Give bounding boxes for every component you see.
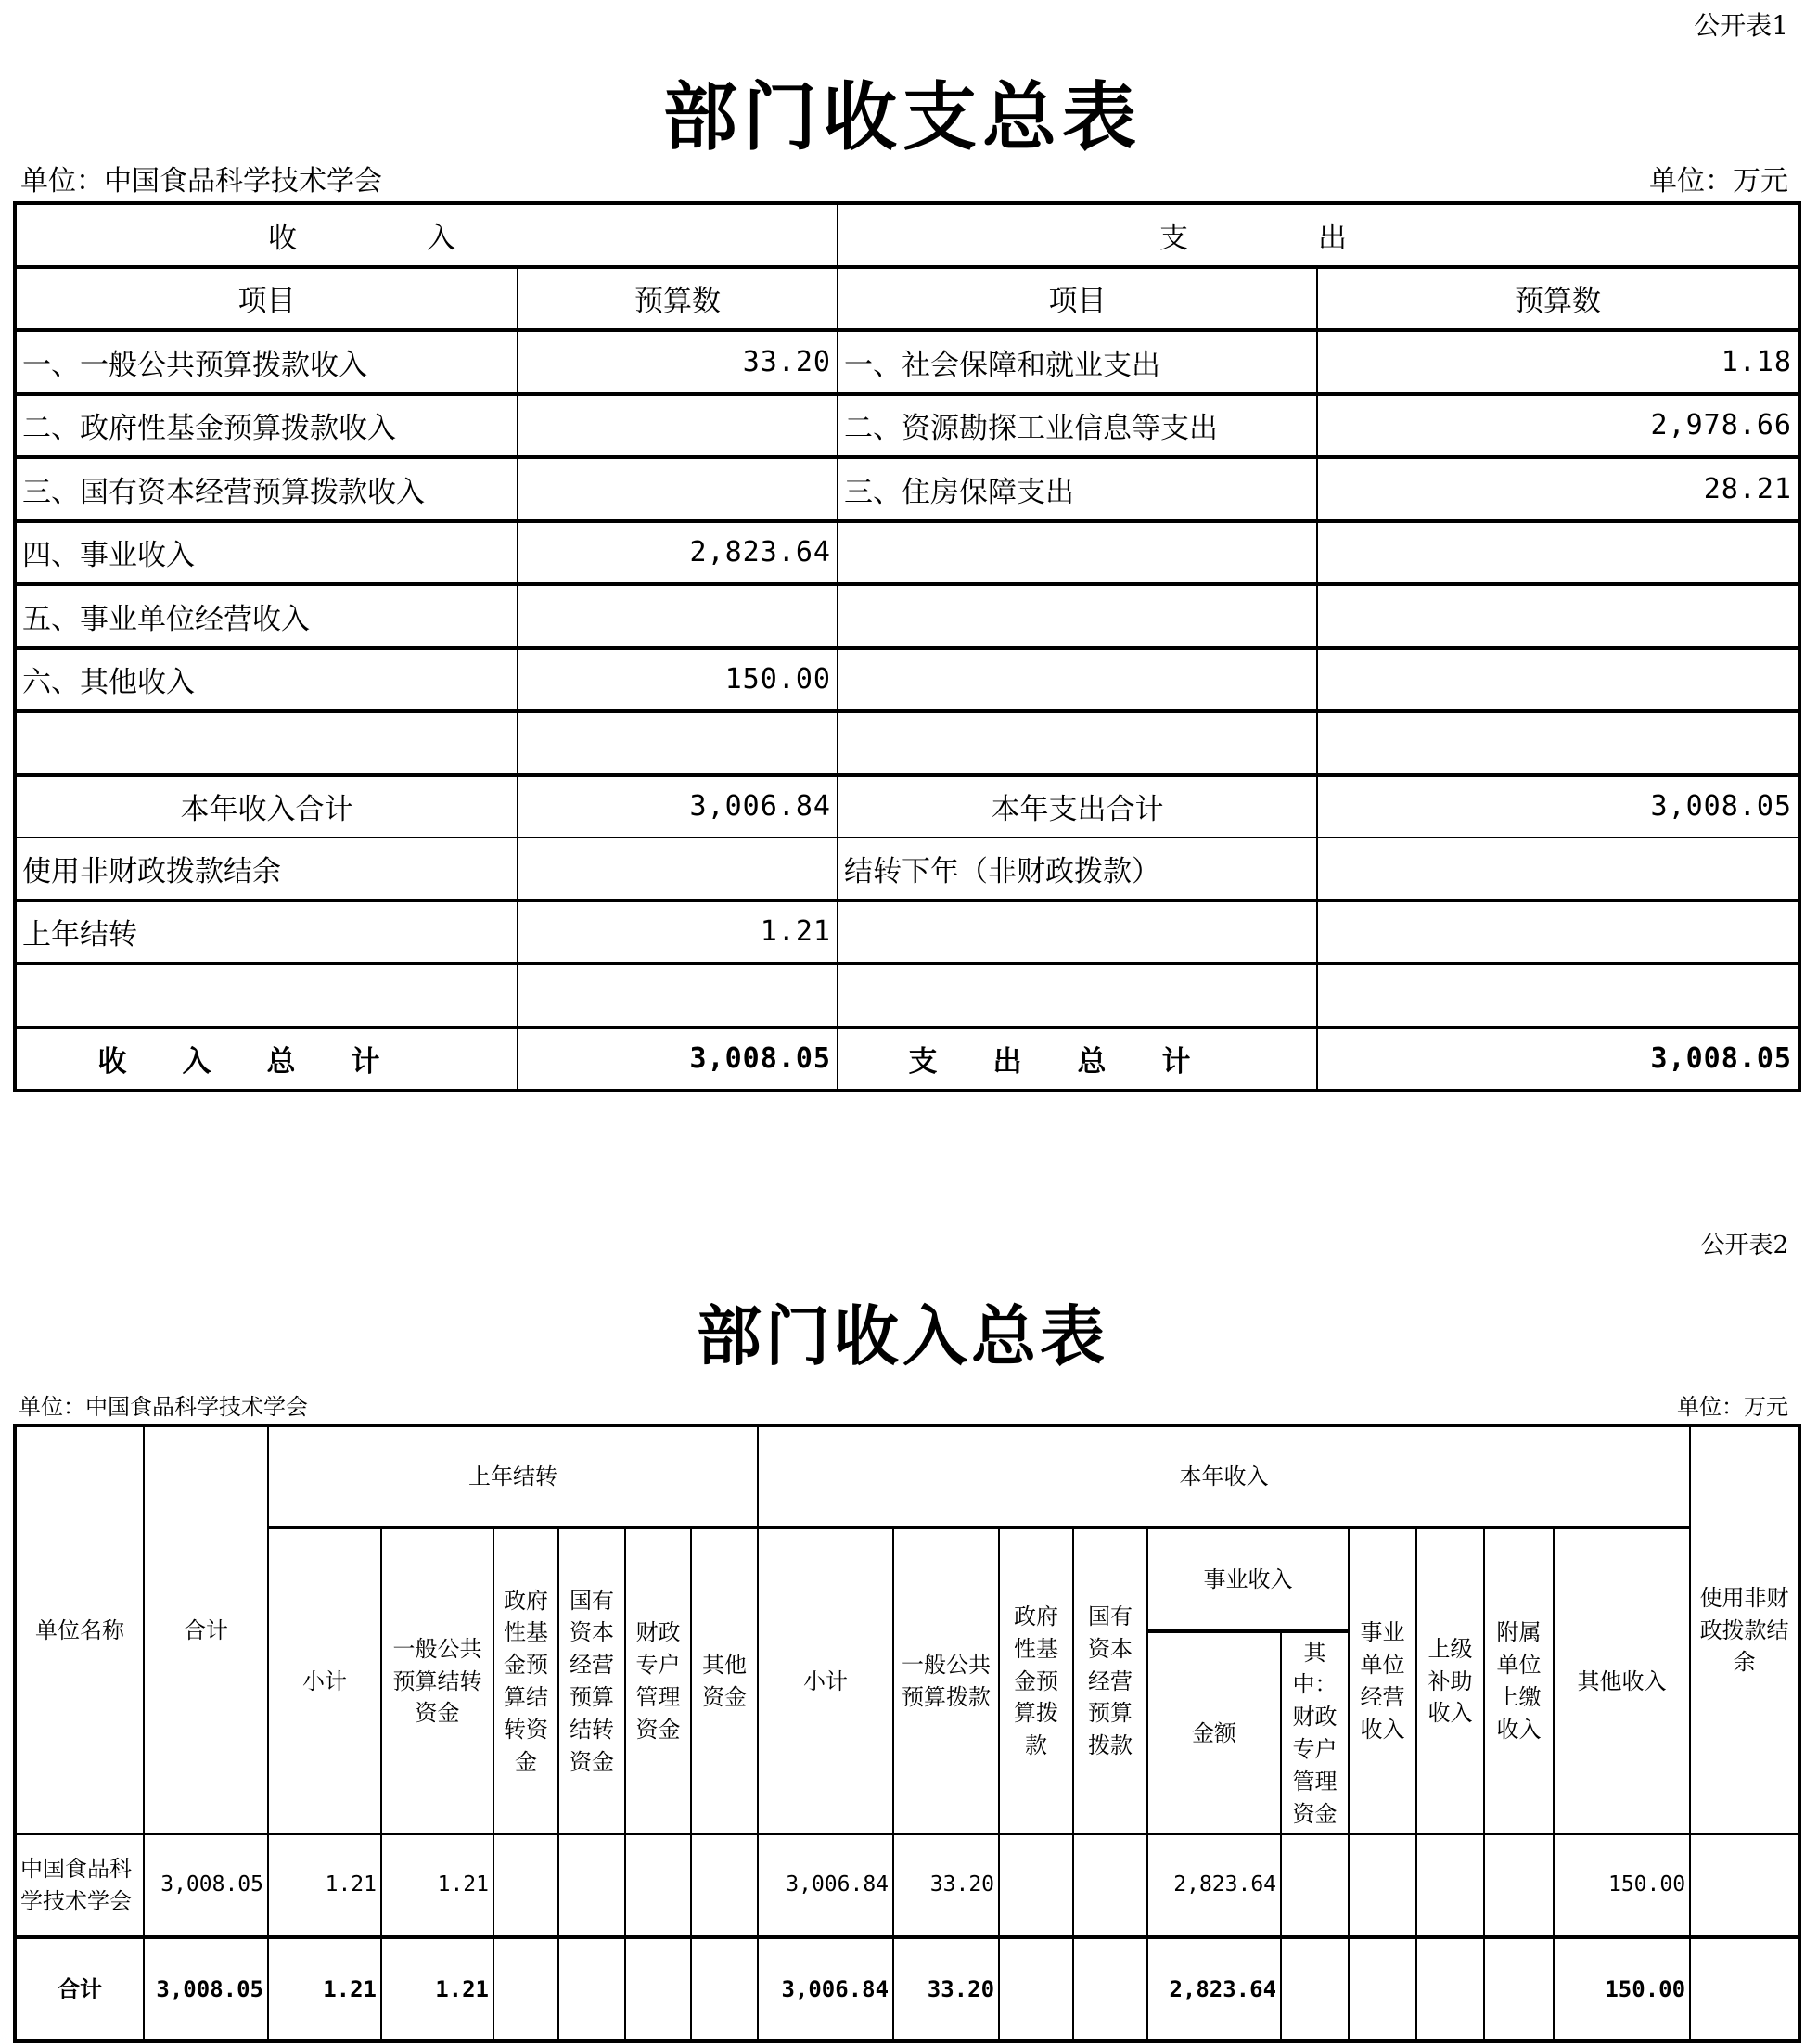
cur-state-capital-cell xyxy=(1073,1834,1147,1937)
cur-subtotal-header: 小计 xyxy=(758,1527,893,1834)
year-expense-total-label: 本年支出合计 xyxy=(838,775,1317,838)
table2-tag: 公开表2 xyxy=(1700,1232,1788,1259)
business-income-cell xyxy=(1349,1834,1416,1937)
expense-value xyxy=(1317,648,1799,712)
total-header: 合计 xyxy=(144,1425,268,1834)
career-special-cell xyxy=(1281,1937,1349,2041)
table2-title: 部门收入总表 xyxy=(697,1298,1108,1374)
table1-section-header-row xyxy=(15,203,1799,267)
income-value xyxy=(518,964,838,1028)
income-section-header: 收入 xyxy=(15,203,838,267)
expense-label xyxy=(838,964,1317,1028)
business-income-header: 事业单位经营收入 xyxy=(1349,1527,1416,1834)
cur-gov-fund-header: 政府性基金预算拨款 xyxy=(999,1527,1073,1834)
department-income-summary-table xyxy=(13,1424,1801,2043)
cur-gov-fund-cell xyxy=(999,1834,1073,1937)
year-income-total-value: 3,006.84 xyxy=(518,775,838,838)
prev-gov-fund-cell xyxy=(493,1834,558,1937)
table-row xyxy=(15,964,1799,1028)
table-row xyxy=(15,457,1799,521)
expense-label xyxy=(838,648,1317,712)
prev-general-cell: 1.21 xyxy=(381,1937,493,2041)
table2-unit-org: 单位：中国食品科学技术学会 xyxy=(19,1394,308,1420)
affiliated-payment-cell xyxy=(1484,1834,1554,1937)
superior-subsidy-header: 上级补助收入 xyxy=(1416,1527,1484,1834)
income-label: 使用非财政拨款结余 xyxy=(15,837,518,901)
income-value: 1.21 xyxy=(518,901,838,965)
total-row-label: 合计 xyxy=(15,1937,144,2041)
prev-special-account-cell xyxy=(625,1937,691,2041)
table2-unit-currency: 单位：万元 xyxy=(1677,1394,1788,1420)
cur-subtotal-cell: 3,006.84 xyxy=(758,1834,893,1937)
table-row xyxy=(15,837,1799,901)
unit-name-header: 单位名称 xyxy=(15,1425,144,1834)
income-value: 33.20 xyxy=(518,330,838,394)
prev-special-account-cell xyxy=(625,1834,691,1937)
business-income-cell xyxy=(1349,1937,1416,2041)
year-expense-total-value: 3,008.05 xyxy=(1317,775,1799,838)
prev-other-header: 其他资金 xyxy=(691,1527,758,1834)
table-row xyxy=(15,1834,1799,1937)
table-row xyxy=(15,584,1799,648)
income-value xyxy=(518,394,838,458)
cur-general-header: 一般公共预算拨款 xyxy=(893,1527,999,1834)
expense-value xyxy=(1317,584,1799,648)
prev-state-capital-header: 国有资本经营预算结转资金 xyxy=(558,1527,625,1834)
income-label: 上年结转 xyxy=(15,901,518,965)
non-fiscal-balance-cell xyxy=(1690,1834,1799,1937)
prev-state-capital-cell xyxy=(558,1937,625,2041)
superior-subsidy-cell xyxy=(1416,1834,1484,1937)
prev-special-account-header: 财政专户管理资金 xyxy=(625,1527,691,1834)
expense-label xyxy=(838,901,1317,965)
other-income-cell: 150.00 xyxy=(1554,1937,1690,2041)
prev-carryover-header: 上年结转 xyxy=(268,1425,758,1527)
career-amount-header: 金额 xyxy=(1147,1631,1281,1834)
table1-tag: 公开表1 xyxy=(1694,10,1788,41)
other-income-cell: 150.00 xyxy=(1554,1834,1690,1937)
table-row xyxy=(15,648,1799,712)
table-row xyxy=(15,394,1799,458)
year-income-total-label: 本年收入合计 xyxy=(15,775,518,838)
grand-total-row xyxy=(15,1028,1799,1092)
table1-column-header-row xyxy=(15,267,1799,331)
income-label: 五、事业单位经营收入 xyxy=(15,584,518,648)
superior-subsidy-cell xyxy=(1416,1937,1484,2041)
table2-header-row-2 xyxy=(15,1527,1799,1631)
prev-other-cell xyxy=(691,1834,758,1937)
cur-state-capital-header: 国有资本经营预算拨款 xyxy=(1073,1527,1147,1834)
income-label: 二、政府性基金预算拨款收入 xyxy=(15,394,518,458)
affiliated-payment-cell xyxy=(1484,1937,1554,2041)
income-label xyxy=(15,711,518,775)
expense-label: 一、社会保障和就业支出 xyxy=(838,330,1317,394)
expense-section-header: 支出 xyxy=(838,203,1799,267)
career-income-header: 事业收入 xyxy=(1147,1527,1349,1631)
unit-name-cell: 中国食品科学技术学会 xyxy=(15,1834,144,1937)
expense-label xyxy=(838,711,1317,775)
total-cell: 3,008.05 xyxy=(144,1937,268,2041)
income-label: 一、一般公共预算拨款收入 xyxy=(15,330,518,394)
grand-expense-label: 支出总计 xyxy=(838,1028,1317,1092)
income-budget-header: 预算数 xyxy=(518,267,838,331)
income-value: 150.00 xyxy=(518,648,838,712)
career-special-header: 其中：财政专户管理资金 xyxy=(1281,1631,1349,1834)
income-label: 四、事业收入 xyxy=(15,521,518,585)
income-value xyxy=(518,711,838,775)
expense-label xyxy=(838,521,1317,585)
non-fiscal-balance-header: 使用非财政拨款结余 xyxy=(1690,1425,1799,1834)
expense-label: 二、资源勘探工业信息等支出 xyxy=(838,394,1317,458)
grand-expense-value: 3,008.05 xyxy=(1317,1028,1799,1092)
expense-value: 2,978.66 xyxy=(1317,394,1799,458)
total-row xyxy=(15,1937,1799,2041)
grand-income-label: 收入总计 xyxy=(15,1028,518,1092)
expense-value xyxy=(1317,901,1799,965)
income-item-header: 项目 xyxy=(15,267,518,331)
income-value: 2,823.64 xyxy=(518,521,838,585)
table1-unit-currency: 单位：万元 xyxy=(1649,165,1788,198)
career-amount-cell: 2,823.64 xyxy=(1147,1937,1281,2041)
income-value xyxy=(518,457,838,521)
prev-general-cell: 1.21 xyxy=(381,1834,493,1937)
table2-header-row-1 xyxy=(15,1425,1799,1527)
expense-budget-header: 预算数 xyxy=(1317,267,1799,331)
other-income-header: 其他收入 xyxy=(1554,1527,1690,1834)
cur-general-cell: 33.20 xyxy=(893,1834,999,1937)
prev-subtotal-cell: 1.21 xyxy=(268,1834,381,1937)
expense-label: 结转下年（非财政拨款） xyxy=(838,837,1317,901)
prev-gov-fund-header: 政府性基金预算结转资金 xyxy=(493,1527,558,1834)
income-value xyxy=(518,584,838,648)
cur-subtotal-cell: 3,006.84 xyxy=(758,1937,893,2041)
income-expense-summary-table xyxy=(13,201,1801,1092)
expense-label: 三、住房保障支出 xyxy=(838,457,1317,521)
cur-gov-fund-cell xyxy=(999,1937,1073,2041)
prev-other-cell xyxy=(691,1937,758,2041)
table-row xyxy=(15,711,1799,775)
current-income-header: 本年收入 xyxy=(758,1425,1690,1527)
non-fiscal-balance-cell xyxy=(1690,1937,1799,2041)
prev-general-header: 一般公共预算结转资金 xyxy=(381,1527,493,1834)
cur-state-capital-cell xyxy=(1073,1937,1147,2041)
table1-title: 部门收支总表 xyxy=(663,74,1142,160)
expense-value xyxy=(1317,521,1799,585)
expense-value xyxy=(1317,711,1799,775)
expense-item-header: 项目 xyxy=(838,267,1317,331)
prev-subtotal-cell: 1.21 xyxy=(268,1937,381,2041)
career-special-cell xyxy=(1281,1834,1349,1937)
prev-subtotal-header: 小计 xyxy=(268,1527,381,1834)
table-row xyxy=(15,901,1799,965)
income-label xyxy=(15,964,518,1028)
expense-value xyxy=(1317,837,1799,901)
prev-state-capital-cell xyxy=(558,1834,625,1937)
prev-gov-fund-cell xyxy=(493,1937,558,2041)
year-total-row xyxy=(15,775,1799,838)
career-amount-cell: 2,823.64 xyxy=(1147,1834,1281,1937)
grand-income-value: 3,008.05 xyxy=(518,1028,838,1092)
income-value xyxy=(518,837,838,901)
table-row xyxy=(15,330,1799,394)
table1-unit-org: 单位：中国食品科学技术学会 xyxy=(20,165,382,198)
income-label: 六、其他收入 xyxy=(15,648,518,712)
expense-value: 1.18 xyxy=(1317,330,1799,394)
affiliated-payment-header: 附属单位上缴收入 xyxy=(1484,1527,1554,1834)
expense-label xyxy=(838,584,1317,648)
total-cell: 3,008.05 xyxy=(144,1834,268,1937)
expense-value: 28.21 xyxy=(1317,457,1799,521)
expense-value xyxy=(1317,964,1799,1028)
table-row xyxy=(15,521,1799,585)
cur-general-cell: 33.20 xyxy=(893,1937,999,2041)
income-label: 三、国有资本经营预算拨款收入 xyxy=(15,457,518,521)
